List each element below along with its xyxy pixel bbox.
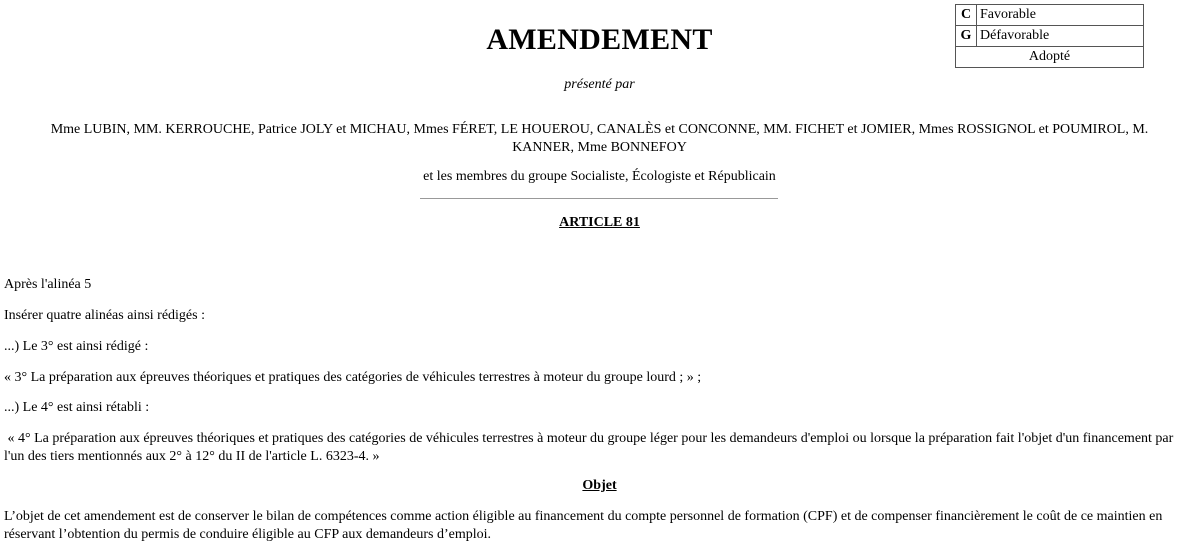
paragraph: ...) Le 3° est ainsi rédigé : [4, 339, 149, 354]
paragraph: « 3° La préparation aux épreuves théoriques et pratiques des catégories de véhicules terrestres à moteur du groupe lourd ; » ; [4, 370, 702, 385]
group-line: et les membres du groupe Socialiste, Écologiste et Républicain [423, 169, 776, 184]
paragraph: Après l'alinéa 5 [4, 277, 92, 292]
separator-line [420, 198, 778, 199]
paragraph: « 4° La préparation aux épreuves théoriques et pratiques des catégories de véhicules terrestres à moteur du groupe léger pour les demandeurs d'emploi ou lorsque la préparation fait l'objet d'un financement par l'un des tiers mentionnés aux 2° à 12° du II de l'article L. 6323-4. » [4, 431, 1177, 464]
status-adopted: Adopté [956, 47, 1144, 68]
page-title: AMENDEMENT [486, 23, 713, 56]
paragraph: ...) Le 4° est ainsi rétabli : [4, 400, 150, 415]
paragraph: Insérer quatre alinéas ainsi rédigés : [4, 308, 205, 323]
status-label: Favorable [977, 5, 1144, 26]
objet-heading: Objet [582, 478, 617, 493]
article-heading: ARTICLE 81 [559, 215, 640, 230]
presented-by: présenté par [564, 77, 635, 92]
objet-text: L’objet de cet amendement est de conserver le bilan de compétences comme action éligible au financement du compte personnel de formation (CPF) et de compenser financièrement le coût de ce maintien en réservant l’obtention du permis de conduire éligible au CFP aux demandeurs d’emploi. [4, 509, 1163, 542]
authors-list: Mme LUBIN, MM. KERROUCHE, Patrice JOLY et MICHAU, Mmes FÉRET, LE HOUEROU, CANALÈS et CONCONNE, MM. FICHET et JOMIER, Mmes ROSSIGNOL et POUMIROL, M. KANNER, Mme BONNEFOY [50, 122, 1149, 155]
status-label: Défavorable [977, 26, 1144, 47]
status-code: G [956, 26, 977, 47]
status-code: C [956, 5, 977, 26]
